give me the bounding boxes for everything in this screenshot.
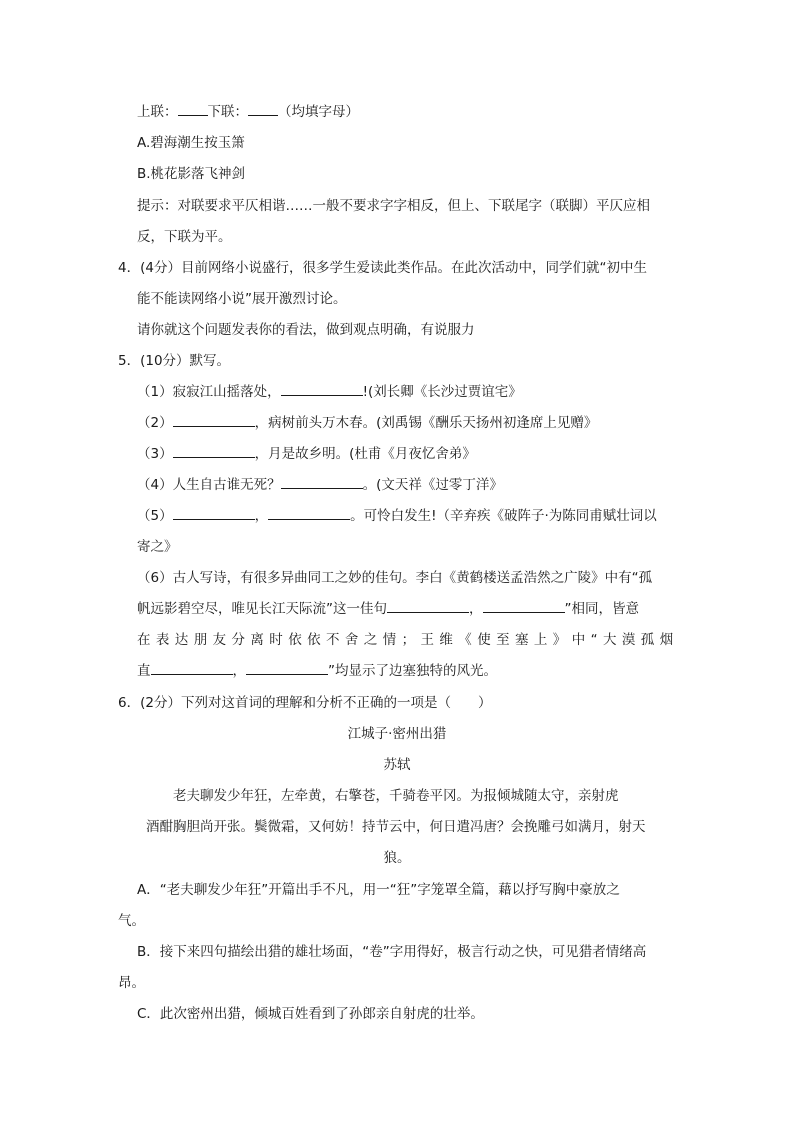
blank-6a[interactable]: [387, 599, 469, 613]
q5-item-5: （5） ， 。可怜白发生!（辛弃疾《破阵子·为陈同甫赋壮词以: [137, 508, 657, 524]
q5-item-5-tail: 寄之》: [137, 539, 178, 555]
blank-6d[interactable]: [246, 661, 328, 675]
q6-option-b-1: B．接下来四句描绘出猎的雄壮场面，“卷”字用得好，极言行动之快，可见猎者情绪高: [137, 944, 647, 960]
q4-line-2: 能不能读网络小说”展开激烈讨论。: [137, 291, 347, 307]
lower-blank[interactable]: [248, 102, 278, 116]
q5-head: 5．(10分）默写。: [118, 353, 231, 369]
poem-line-2: 酒酣胸胆尚开张。鬓微霜，又何妨！持节云中，何日遣冯唐？会挽雕弓如满月，射天: [146, 819, 646, 835]
blank-5b[interactable]: [268, 506, 350, 520]
poem-title: 江城子·密州出猎: [347, 726, 447, 742]
blank-4[interactable]: [281, 475, 363, 489]
q5-item-6-line-4: 直 ， ”均显示了边塞独特的风光。: [137, 663, 497, 679]
poem-line-1: 老夫聊发少年狂，左牵黄，右擎苍，千骑卷平冈。为报倾城随太守，亲射虎: [173, 788, 619, 804]
poem-line-3: 狼。: [383, 850, 411, 866]
option-a: A.碧海潮生按玉箫: [137, 135, 245, 151]
fill-note: （均填字母）: [278, 104, 359, 120]
blank-5a[interactable]: [173, 506, 255, 520]
q6-option-a-1: A．“老夫聊发少年狂”开篇出手不凡，用一“狂”字笼罩全篇，藉以抒写胸中豪放之: [137, 882, 620, 898]
q5-item-2: （2） ，病树前头万木春。(刘禹锡《酬乐天扬州初逢席上见赠》: [137, 415, 598, 431]
answer-line: [137, 102, 359, 122]
q4-line-1: 4．(4分）目前网络小说盛行，很多学生爱读此类作品。在此次活动中，同学们就“初中生: [118, 260, 647, 276]
upper-blank[interactable]: [178, 102, 208, 116]
q5-item-6-line-1: （6）古人写诗，有很多异曲同工之妙的佳句。李白《黄鹤楼送孟浩然之广陵》中有“孤: [137, 570, 653, 586]
lower-label: 下联：: [207, 104, 248, 120]
blank-6c[interactable]: [151, 661, 233, 675]
blank-2[interactable]: [173, 413, 255, 427]
q6-head: 6．(2分）下列对这首词的理解和分析不正确的一项是（ ）: [118, 695, 492, 711]
q5-item-6-line-3: 在表达朋友分离时依依不舍之情；王维《使至塞上》中“大漠孤烟: [137, 632, 679, 648]
q6-option-a-2: 气。: [118, 913, 145, 929]
q5-item-4: （4）人生自古谁无死？ 。(文天祥《过零丁洋》: [137, 477, 503, 493]
q5-item-1: （1）寂寂江山摇落处， !(刘长卿《长沙过贾谊宅》: [137, 384, 522, 400]
q5-item-6-line-2: 帆远影碧空尽，唯见长江天际流”这一佳句 ， ”相同，皆意: [137, 601, 639, 617]
q5-item-3: （3） ，月是故乡明。(杜甫《月夜忆舍弟》: [137, 446, 476, 462]
blank-3[interactable]: [173, 444, 255, 458]
q4-line-3: 请你就这个问题发表你的看法，做到观点明确，有说服力: [137, 322, 475, 338]
option-b: B.桃花影落飞神剑: [137, 166, 246, 182]
upper-label: 上联：: [137, 104, 178, 120]
q6-option-c: C．此次密州出猎，倾城百姓看到了孙郎亲自射虎的壮举。: [137, 1006, 484, 1022]
hint-line-2: 反，下联为平。: [137, 229, 232, 245]
hint-line-1: 提示：对联要求平仄相谐……一般不要求字字相反，但上、下联尾字（联脚）平仄应相: [137, 198, 650, 214]
poem-author: 苏轼: [383, 757, 411, 773]
blank-6b[interactable]: [483, 599, 565, 613]
blank-1[interactable]: [281, 382, 363, 396]
q6-option-b-2: 昂。: [118, 975, 145, 991]
